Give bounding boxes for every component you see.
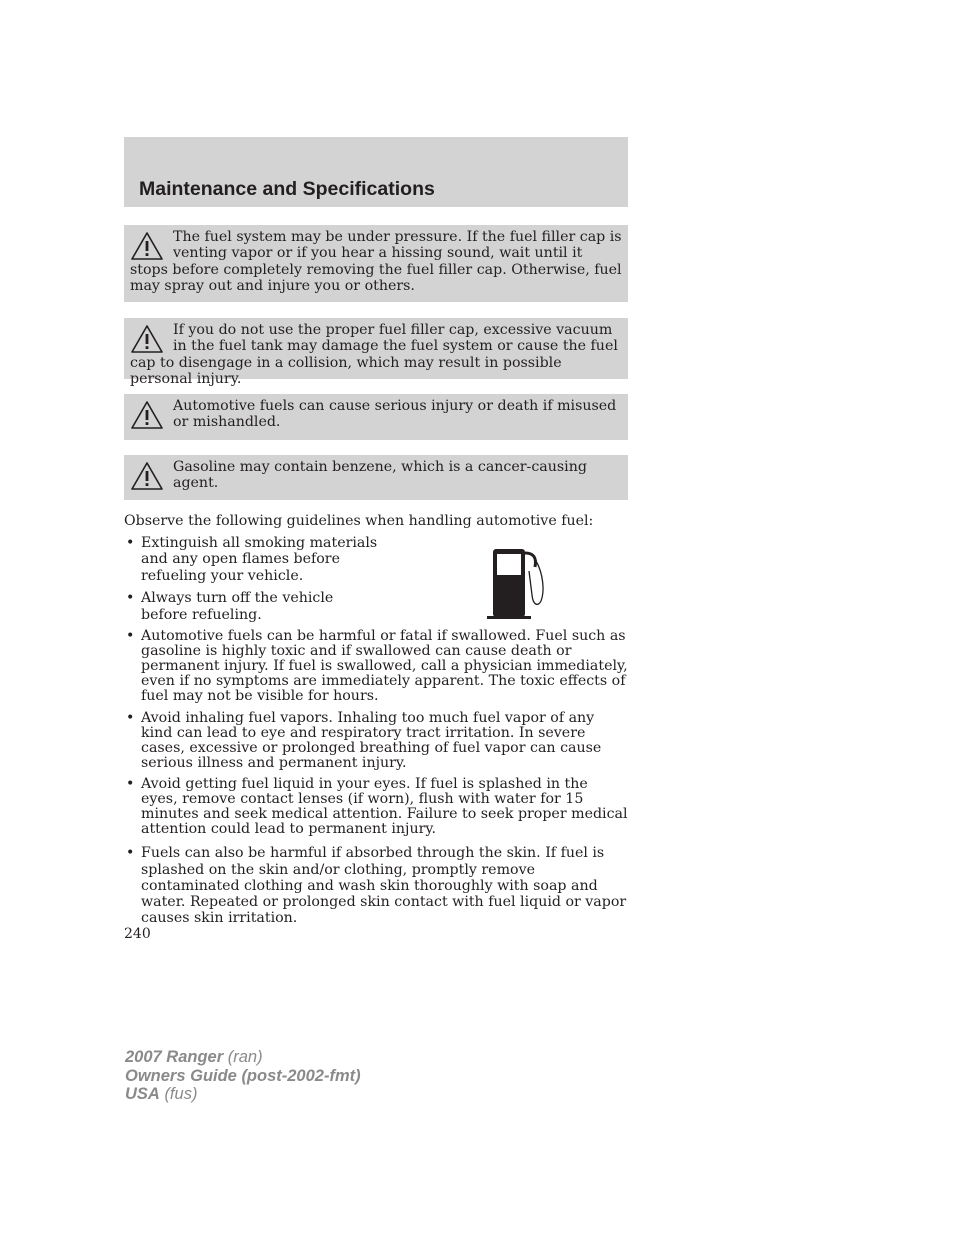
footer-model-code: (ran) [227, 1048, 263, 1066]
warning-triangle-icon [130, 231, 164, 261]
intro-text: Observe the following guidelines when handling automotive fuel: [124, 513, 594, 529]
warning-triangle-icon [130, 324, 164, 354]
warning-box-filler-cap [124, 318, 628, 387]
warning-triangle-icon [130, 400, 164, 430]
list-item: • Always turn off the vehicle before refueling. [124, 590, 381, 623]
list-item: • Avoid getting fuel liquid in your eyes. If fuel is splashed in the eyes, remove contact lenses (if worn), flush with water for 15 minutes and seek medical attention. Failure to seek proper medical attention could lead to permanent injury. [124, 777, 628, 837]
list-item: • Avoid inhaling fuel vapors. Inhaling too much fuel vapor of any kind can lead to eye and respiratory tract irritation. In severe cases, excessive or prolonged breathing of fuel vapor can cause serious illness and permanent injury. [124, 711, 628, 771]
list-item: • Fuels can also be harmful if absorbed through the skin. If fuel is splashed on the skin and/or clothing, promptly remove contaminated clothing and wash skin thoroughly with soap and water. Repeated or prolonged skin contact with fuel liquid or vapor causes skin irritation. [124, 845, 628, 926]
footer-model: 2007 Ranger [125, 1048, 224, 1066]
warning-box-fuel-injury [124, 394, 628, 440]
warning-text: If you do not use the proper fuel filler cap, excessive vacuum in the fuel tank may damage the fuel system or cause the fuel cap to disengage in a collision, which may result in possible personal injury. [130, 322, 618, 387]
warning-text: Gasoline may contain benzene, which is a cancer-causing agent. [173, 459, 587, 492]
fuel-guidelines-list [124, 535, 628, 927]
warning-text: Automotive fuels can cause serious injury or death if misused or mishandled. [173, 398, 617, 431]
list-item: • Automotive fuels can be harmful or fatal if swallowed. Fuel such as gasoline is highly toxic and if swallowed can cause death or permanent injury. If fuel is swallowed, call a physician immediately, even if no symptoms are immediately apparent. The toxic effects of fuel may not be visible for hours. [124, 629, 628, 704]
document-footer [125, 1048, 361, 1104]
warning-triangle-icon [130, 461, 164, 491]
footer-guide: Owners Guide (post-2002-fmt) [125, 1066, 361, 1085]
footer-line-guide [125, 1067, 361, 1086]
warning-text: The fuel system may be under pressure. If the fuel filler cap is venting vapor or if you hear a hissing sound, wait until it stops before completely removing the fuel filler cap. Otherwise, fuel may spray out and injure you or others. [130, 229, 622, 294]
footer-line-model [125, 1048, 361, 1067]
footer-market-code: (fus) [164, 1085, 198, 1103]
warning-box-benzene [124, 455, 628, 500]
list-item: • Extinguish all smoking materials and any open flames before refueling your vehicle. [124, 535, 381, 584]
warning-box-pressure [124, 225, 628, 302]
footer-line-market [125, 1085, 361, 1104]
footer-market: USA [125, 1085, 160, 1103]
page-number: 240 [124, 926, 151, 942]
section-title: Maintenance and Specifications [139, 178, 435, 200]
